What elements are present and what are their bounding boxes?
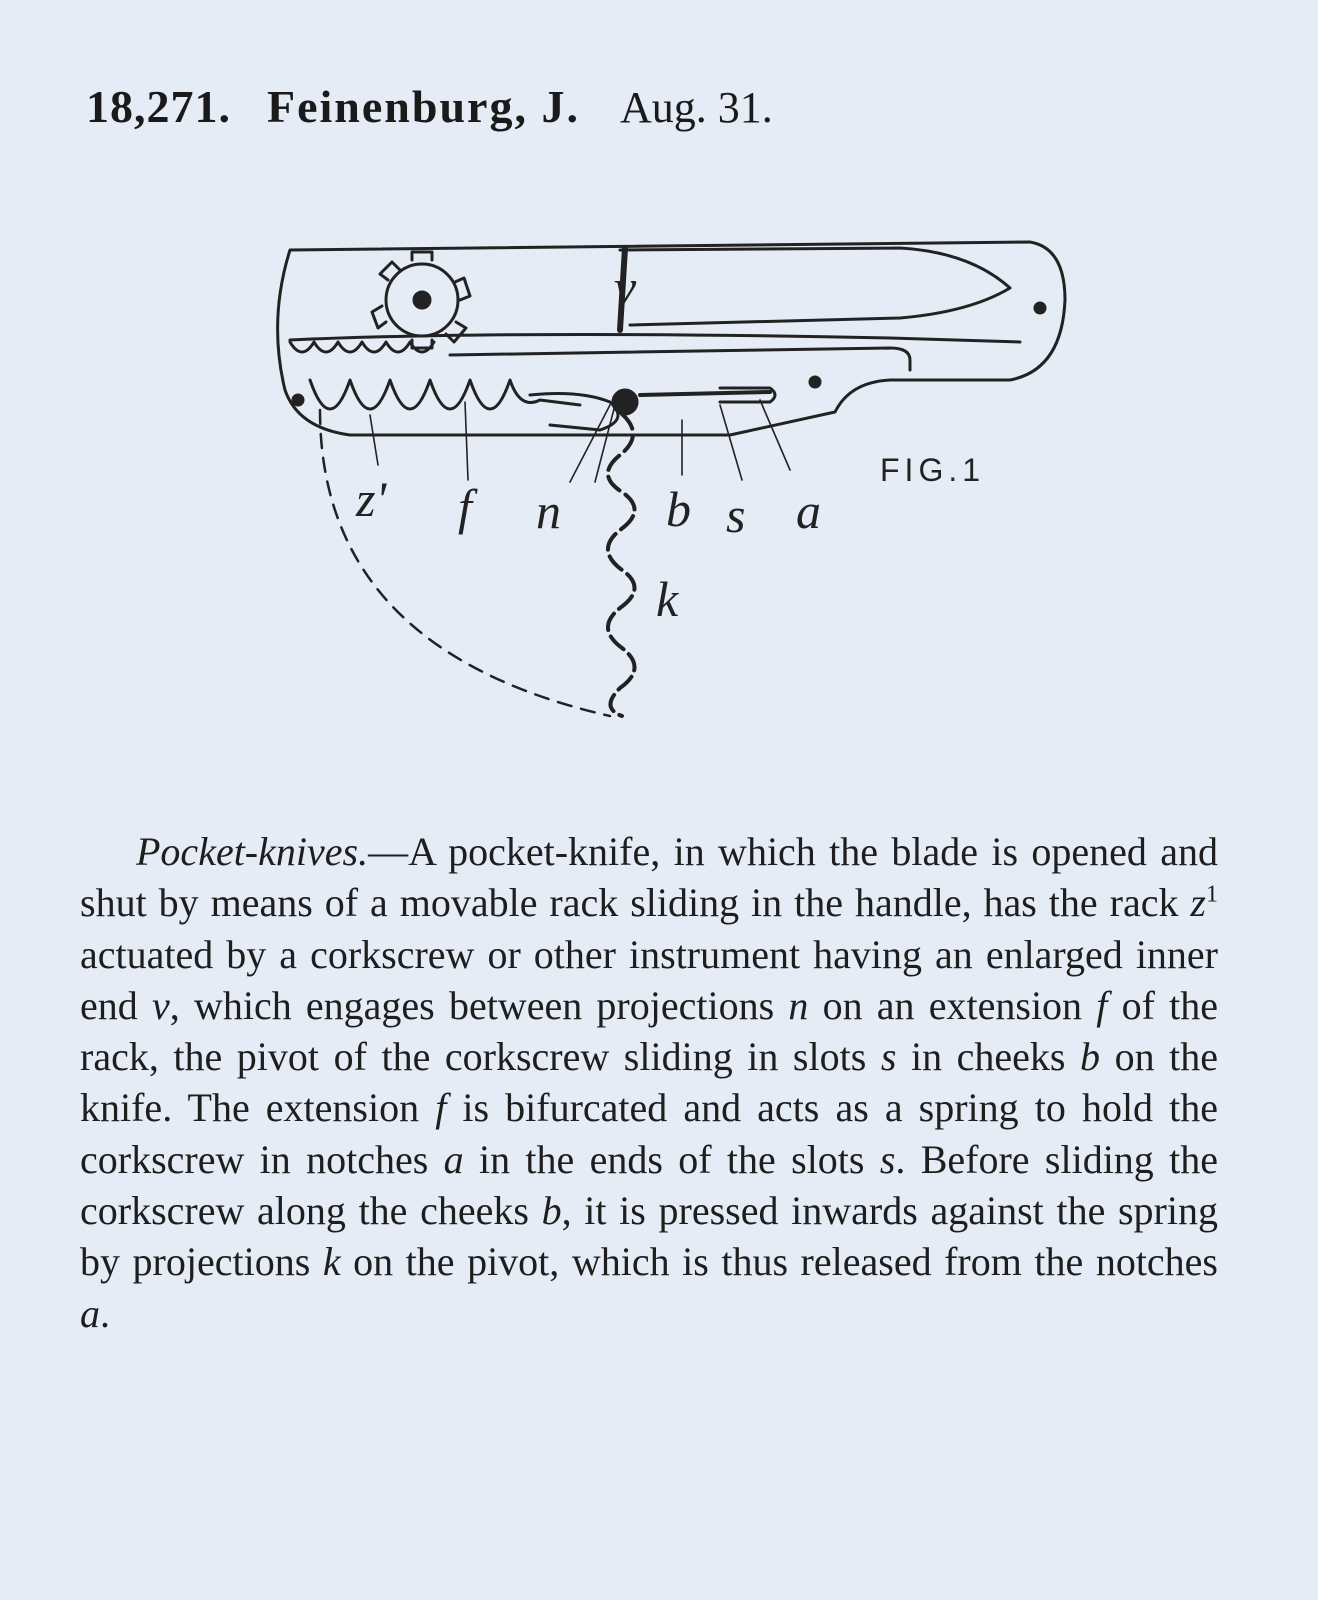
label-z1: z' [356, 471, 387, 527]
upper-rack [290, 342, 434, 352]
figure-label: FIG.1 [880, 452, 986, 488]
swing-arc [320, 410, 610, 716]
gear-hub [414, 292, 430, 308]
rivet-right [1035, 303, 1045, 313]
cheek-b [640, 392, 770, 395]
pivot [613, 390, 637, 414]
rivet-left [293, 395, 303, 405]
inner-rail [290, 334, 1020, 342]
leader-lines [370, 400, 790, 482]
label-f: f [458, 479, 472, 535]
slot-line [450, 348, 910, 370]
label-n: n [536, 483, 561, 539]
label-v: v [614, 259, 637, 315]
patent-number: 18,271. [86, 81, 231, 132]
label-a: a [796, 483, 821, 539]
rivet-mid [810, 377, 820, 387]
label-b: b [666, 481, 691, 537]
label-s: s [726, 487, 746, 543]
corkscrew [608, 414, 635, 716]
section-heading: Pocket-knives. [136, 829, 369, 874]
patent-date: Aug. 31. [619, 83, 773, 132]
inventor-name: Feinenburg, J. [267, 81, 580, 132]
blade-shape [620, 248, 1010, 325]
description-paragraph: Pocket-knives.—A pocket-knife, in which the blade is opened and shut by means of a movable rack sliding in the handle, has the rack $z^1$ actuated by a corkscrew or other instrument having an enlarged inner end v, which engages between projections n on an extension f of the rack, the pivot of the corkscrew sliding in slots s in cheeks b on the knife. The extension f is bifurcated and acts as a spring to hold the corkscrew in notches a in the ends of the slots s. Before sliding the corkscrew along the cheeks b, it is pressed inwards against the spring by projections k on the pivot, which is thus released from the notches a. [80, 829, 1219, 1336]
label-k: k [656, 571, 679, 627]
patent-header [86, 80, 773, 133]
